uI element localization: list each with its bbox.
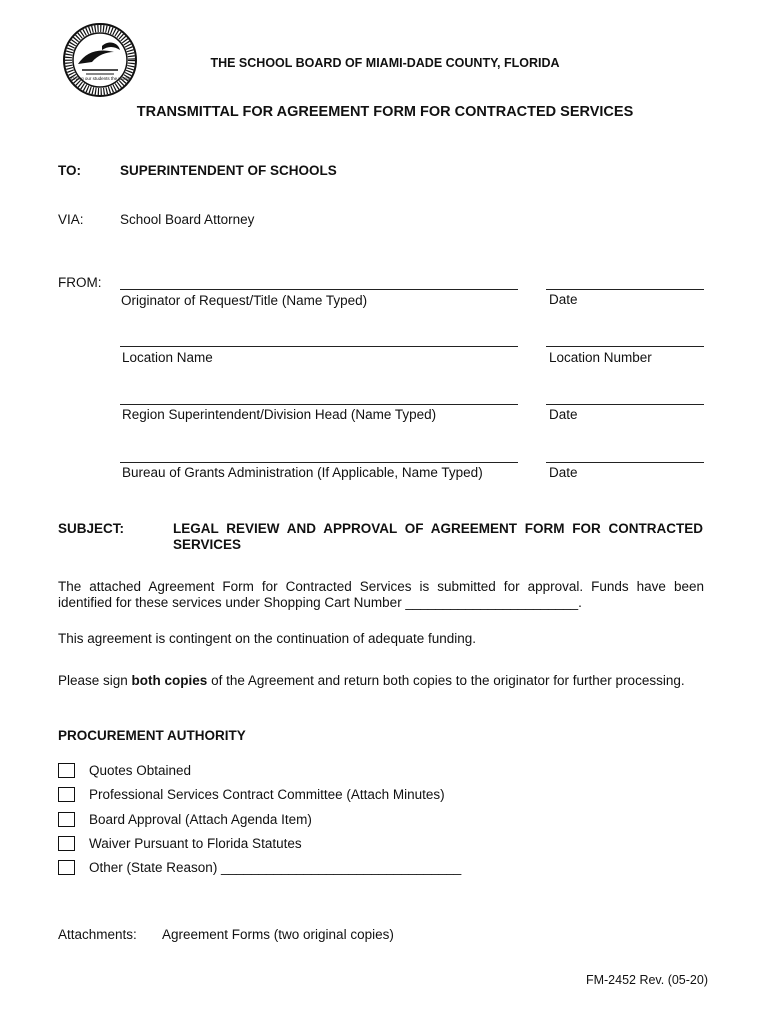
via-value: School Board Attorney (120, 212, 255, 227)
form-title: TRANSMITTAL FOR AGREEMENT FORM FOR CONTRACTED SERVICES (136, 104, 634, 120)
signing-instructions (58, 673, 704, 688)
originator-signature-line[interactable] (120, 289, 518, 290)
subject-line-2: SERVICES (173, 537, 242, 552)
location-name-line[interactable] (120, 346, 518, 347)
subject-line-1: LEGAL REVIEW AND APPROVAL OF AGREEMENT FORM FOR CONTRACTED (173, 521, 703, 536)
originator-date-line[interactable] (546, 289, 704, 290)
quotes-obtained-checkbox[interactable] (58, 763, 75, 778)
region-date-line[interactable] (546, 404, 704, 405)
form-number: FM-2452 Rev. (05-20) (585, 973, 708, 987)
other-reason-label: Other (State Reason) ________________________________ (89, 860, 462, 875)
grants-date-caption: Date (549, 465, 578, 480)
attachments-label: Attachments: (58, 927, 137, 942)
signing-instructions-end: of the Agreement and return both copies to the originator for further processing. (207, 673, 685, 688)
to-value: SUPERINTENDENT OF SCHOOLS (120, 163, 337, 178)
region-superintendent-caption: Region Superintendent/Division Head (Name Typed) (122, 407, 437, 422)
signing-instructions-start: Please sign (58, 673, 132, 688)
professional-services-checkbox[interactable] (58, 787, 75, 802)
professional-services-label: Professional Services Contract Committee (Attach Minutes) (89, 787, 445, 802)
grants-date-line[interactable] (546, 462, 704, 463)
region-date-caption: Date (549, 407, 578, 422)
grants-administration-caption: Bureau of Grants Administration (If Applicable, Name Typed) (122, 465, 483, 480)
other-reason-checkbox[interactable] (58, 860, 75, 875)
location-name-caption: Location Name (122, 350, 213, 365)
funding-paragraph-line-2: identified for these services under Shopping Cart Number _______________________. (58, 595, 582, 610)
location-number-caption: Location Number (549, 350, 652, 365)
signing-instructions-emphasis: both copies (131, 673, 208, 688)
region-superintendent-line[interactable] (120, 404, 518, 405)
organization-name: THE SCHOOL BOARD OF MIAMI-DADE COUNTY, FLORIDA (210, 56, 560, 70)
to-label: TO: (58, 163, 81, 178)
subject-label: SUBJECT: (58, 521, 125, 536)
originator-date-caption: Date (549, 292, 578, 307)
procurement-heading: PROCUREMENT AUTHORITY (58, 728, 246, 743)
waiver-label: Waiver Pursuant to Florida Statutes (89, 836, 302, 851)
board-approval-checkbox[interactable] (58, 812, 75, 827)
grants-administration-line[interactable] (120, 462, 518, 463)
board-approval-label: Board Approval (Attach Agenda Item) (89, 812, 312, 827)
seal-motto: Giving our students the world (70, 76, 130, 81)
quotes-obtained-label: Quotes Obtained (89, 763, 192, 778)
contingency-paragraph: This agreement is contingent on the continuation of adequate funding. (58, 631, 477, 646)
originator-caption: Originator of Request/Title (Name Typed) (121, 293, 368, 308)
waiver-checkbox[interactable] (58, 836, 75, 851)
from-label: FROM: (58, 275, 102, 290)
funding-paragraph-line-1: The attached Agreement Form for Contracted Services is submitted for approval. Funds have been (58, 579, 704, 594)
via-label: VIA: (58, 212, 84, 227)
location-number-line[interactable] (546, 346, 704, 347)
attachments-value: Agreement Forms (two original copies) (162, 927, 394, 942)
